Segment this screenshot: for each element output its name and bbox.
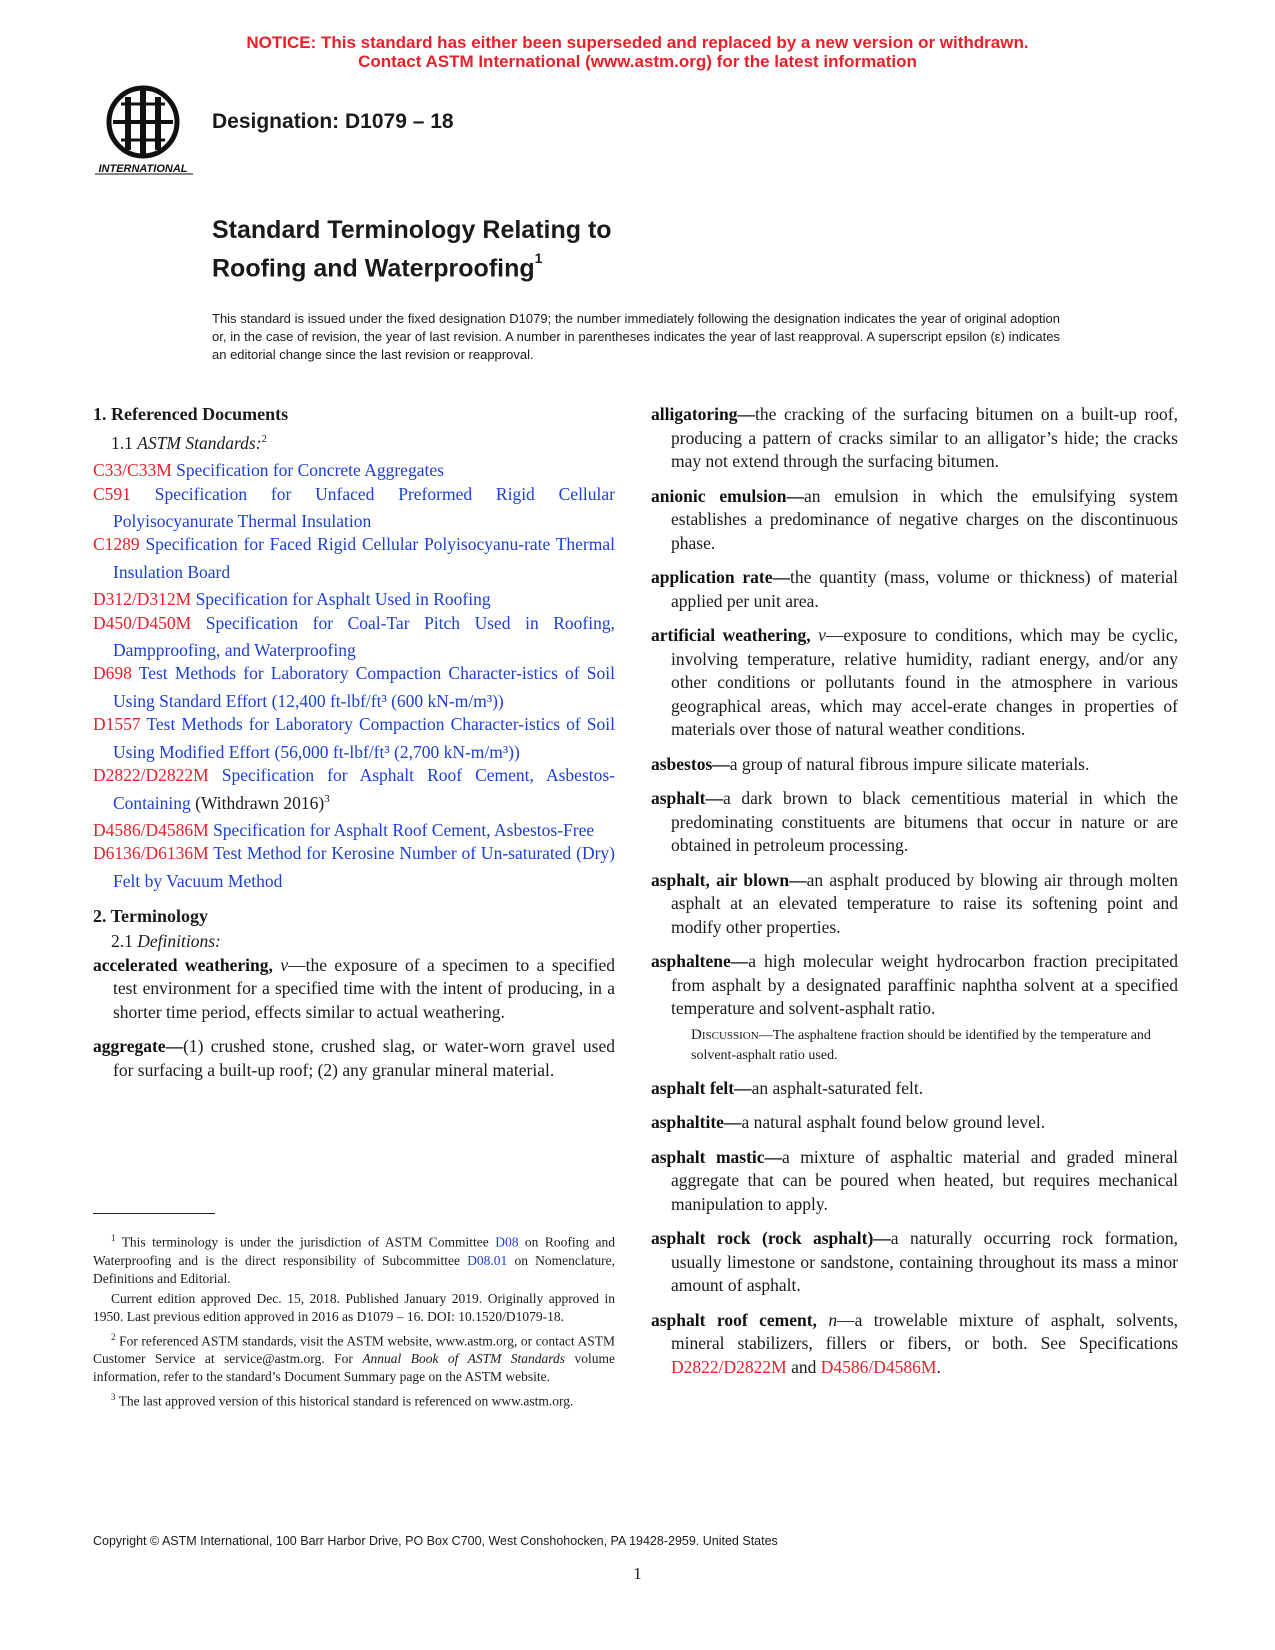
terms-right-list	[651, 403, 1178, 1298]
reference-item	[93, 455, 615, 482]
asphaltene-discussion: Discussion—The asphaltene fraction should be identified by the temperature and solvent-asphalt ratio used.	[691, 1026, 1151, 1063]
title-footnote-ref: 1	[534, 250, 543, 266]
term-name: asphalt—	[651, 788, 723, 808]
link-committee-d08[interactable]: D08	[495, 1234, 519, 1250]
reference-code[interactable]: D698	[93, 663, 132, 684]
footnote-1: $^1$ This terminology is under the jurisdiction of ASTM Committee D08 on Roofing and Waterproofing and is the direct responsibility of Subcommittee D08.01 on Nomenclature, Definitions and Editorial.	[93, 1233, 615, 1286]
term-entry	[93, 954, 615, 1025]
term-name: asphalt rock (rock asphalt)—	[651, 1228, 891, 1248]
term-entry	[651, 869, 1178, 940]
term-entry	[651, 485, 1178, 556]
term-entry	[651, 1111, 1178, 1135]
reference-title[interactable]: Specification for Asphalt Roof Cement, Asbestos-Free	[213, 819, 595, 840]
term-entry	[651, 753, 1178, 777]
term-definition: a mixture of asphaltic material and graded mineral aggregate that can be poured when heated, but requires mechanical manipulation to apply.	[671, 1146, 1178, 1214]
term-pos: v	[818, 625, 826, 645]
reference-title[interactable]: Specification for Asphalt Used in Roofing	[195, 589, 491, 610]
reference-title[interactable]: Specification for Unfaced Preformed Rigid Cellular Polyisocyanurate Thermal Insulation	[113, 483, 615, 531]
reference-item	[93, 662, 615, 713]
reference-title[interactable]: Test Methods for Laboratory Compaction Character-istics of Soil Using Standard Effort (12,400 ft-lbf/ft³ (600 kN-m/m³))	[113, 663, 616, 711]
term-entry	[651, 787, 1178, 858]
link-subcommittee-d0801[interactable]: D08.01	[467, 1252, 508, 1268]
reference-title[interactable]: Specification for Asphalt Roof Cement, Asbestos-Containing	[113, 765, 616, 813]
reference-list	[93, 455, 615, 893]
reference-code[interactable]: D312/D312M	[93, 589, 192, 610]
reference-footnote-ref: 3	[324, 792, 330, 805]
reference-code[interactable]: D1557	[93, 714, 141, 735]
section-1-1: 1.1 ASTM Standards:$^2$	[111, 432, 268, 453]
term-definition: an asphalt-saturated felt.	[751, 1077, 924, 1098]
reference-title[interactable]: Specification for Concrete Aggregates	[176, 460, 444, 481]
term-name: application rate—	[651, 567, 790, 587]
reference-code[interactable]: D4586/D4586M	[93, 819, 209, 840]
footnote-1-edition: Current edition approved Dec. 15, 2018. Published January 2019. Originally approved in 1950. Last previous edition approved in 2016 as D1079 – 16. DOI: 10.1520/D1079-18.	[93, 1290, 615, 1324]
term-name: asphalt mastic—	[651, 1146, 783, 1167]
reference-item	[93, 533, 615, 584]
reference-item	[93, 842, 615, 893]
term-name: aggregate—	[93, 1036, 184, 1057]
footnotes	[93, 1229, 615, 1413]
section-1-heading: 1. Referenced Documents	[93, 404, 289, 424]
term-definition: a high molecular weight hydrocarbon fraction precipitated from asphalt by a designated paraffinic naphtha solvent at a specified temperature and solvent-asphalt ratio.	[671, 951, 1178, 1018]
term-name: anionic emulsion—	[651, 485, 804, 506]
reference-item	[93, 483, 615, 534]
copyright: Copyright © ASTM International, 100 Barr Harbor Drive, PO Box C700, West Conshohocken, PA 19428-2959. United States	[93, 1534, 778, 1548]
term-entry	[651, 1227, 1178, 1298]
section-2-heading: 2. Terminology	[93, 906, 209, 927]
term-name: asphaltene—	[651, 951, 749, 971]
term-definition: (1) crushed stone, crushed slag, or water-worn gravel used for surfacing a built-up roof; (2) any granular mineral material.	[113, 1036, 615, 1080]
term-entry	[93, 1035, 615, 1082]
reference-code[interactable]: C33/C33M	[93, 460, 172, 481]
section-2-1: 2.1 Definitions:	[111, 931, 221, 952]
term-definition: a naturally occurring rock formation, usually limestone or sandstone, containing throughout its mass a minor amount of asphalt.	[671, 1228, 1178, 1295]
withdrawal-notice	[0, 33, 1275, 71]
term-name: artificial weathering,	[651, 625, 811, 645]
term-entry	[651, 566, 1178, 613]
term-definition: a natural asphalt found below ground level.	[741, 1112, 1046, 1132]
term-name: alligatoring—	[651, 404, 756, 424]
term-definition: a dark brown to black cementitious material in which the predominating constituents are bitumens that occur in nature or are obtained in petroleum processing.	[671, 788, 1178, 855]
reference-code[interactable]: D2822/D2822M	[93, 765, 209, 786]
reference-note: (Withdrawn 2016)	[190, 792, 325, 813]
link-d4586[interactable]: D4586/D4586M	[820, 1356, 937, 1377]
reference-code[interactable]: D6136/D6136M	[93, 843, 209, 864]
term-entry	[651, 403, 1178, 474]
astm-logo-mark	[93, 82, 198, 182]
term-entry	[651, 624, 1178, 742]
page-number: 1	[633, 1564, 642, 1583]
right-column	[651, 403, 1178, 1390]
reference-code[interactable]: D450/D450M	[93, 612, 192, 633]
reference-title[interactable]: Test Methods for Laboratory Compaction Character-istics of Soil Using Modified Effort (56,000 ft-lbf/ft³ (2,700 kN-m/m³))	[113, 714, 616, 762]
term-pos: v	[280, 954, 289, 975]
intro-paragraph: This standard is issued under the fixed designation D1079; the number immediately following the designation indicates the year of original adoption or, in the case of revision, the year of last revision. A number in parentheses indicates the year of last reapproval. A superscript epsilon (ε) indicates an editorial change since the last revision or reapproval.	[212, 311, 1060, 362]
reference-code[interactable]: C591	[93, 483, 131, 504]
reference-item	[93, 764, 615, 815]
left-column	[93, 403, 615, 1093]
term-name: asphalt, air blown—	[651, 869, 807, 890]
term-definition: the cracking of the surfacing bitumen on a built-up roof, producing a pattern of cracks similar to an alligator’s hide; the cracks may not extend through the surfacing bitumen.	[671, 404, 1178, 471]
term-name: asphalt felt—	[651, 1077, 752, 1098]
term-definition: an emulsion in which the emulsifying system establishes a predominance of negative charges on the discontinuous phase.	[671, 485, 1178, 553]
term-name: asbestos—	[651, 753, 730, 774]
page-title	[212, 214, 612, 284]
term-entry	[651, 950, 1178, 1021]
reference-code[interactable]: C1289	[93, 534, 140, 555]
designation: Designation: D1079 – 18	[212, 110, 454, 133]
term-entry	[651, 1146, 1178, 1217]
link-d2822[interactable]: D2822/D2822M	[671, 1356, 787, 1377]
reference-title[interactable]: Specification for Faced Rigid Cellular Polyisocyanu-rate Thermal Insulation Board	[113, 534, 615, 582]
reference-title[interactable]: Specification for Coal-Tar Pitch Used in Roofing, Dampproofing, and Waterproofing	[113, 612, 615, 660]
definitions-label: Definitions:	[137, 931, 221, 952]
notice-line-1: NOTICE: This standard has either been superseded and replaced by a new version or withdrawn.	[246, 33, 1029, 52]
footnote-3: $^3$ The last approved version of this historical standard is referenced on www.astm.org.	[111, 1392, 574, 1409]
term-definition: the quantity (mass, volume or thickness) of material applied per unit area.	[671, 567, 1178, 611]
term-definition: a group of natural fibrous impure silicate materials.	[729, 753, 1090, 774]
title-line-2: Roofing and Waterproofing	[212, 254, 535, 283]
astm-standards-label: ASTM Standards:	[137, 432, 262, 453]
term-entry	[651, 1077, 1178, 1101]
title-line-1: Standard Terminology Relating to	[212, 216, 612, 244]
reference-item	[93, 815, 615, 842]
astm-logo	[93, 82, 198, 182]
term-name: asphaltite—	[651, 1112, 742, 1132]
reference-title[interactable]: Test Method for Kerosine Number of Un-saturated (Dry) Felt by Vacuum Method	[113, 843, 615, 891]
reference-item	[93, 584, 615, 611]
term-definition: —the exposure of a specimen to a specified test environment for a specified time with the intent of producing, in a shorter time period, effects similar to actual weathering.	[113, 954, 616, 1022]
footnote-divider	[93, 1213, 215, 1214]
term-definition: an asphalt produced by blowing air through molten asphalt at an elevated temperature to raise its softening point and modify other properties.	[671, 869, 1179, 937]
reference-item	[93, 612, 615, 663]
term-definition: —exposure to conditions, which may be cyclic, involving temperature, relative humidity, radiant energy, and/or any other conditions or pollutants found in the atmosphere in various geographical areas, which may accel-erate changes in properties of materials over those of natural weather conditions.	[671, 625, 1179, 739]
footnote-2: $^2$ For referenced ASTM standards, visit the ASTM website, www.astm.org, or contact ASTM Customer Service at service@astm.org. For Annual Book of ASTM Standards volume information, refer to the standard’s Document Summary page on the ASTM website.	[93, 1331, 616, 1384]
term-asphalt-roof-cement: asphalt roof cement, n—a trowelable mixture of asphalt, solvents, mineral stabilizers, fillers or fibers, or both. See Specifications D2822/D2822M and D4586/D4586M.	[651, 1309, 1178, 1377]
reference-item	[93, 713, 615, 764]
term-name: accelerated weathering,	[93, 954, 273, 975]
notice-line-2: Contact ASTM International (www.astm.org) for the latest information	[358, 52, 917, 71]
terms-left-list	[93, 954, 615, 1083]
astm-logo-subtitle: INTERNATIONAL	[98, 163, 188, 175]
